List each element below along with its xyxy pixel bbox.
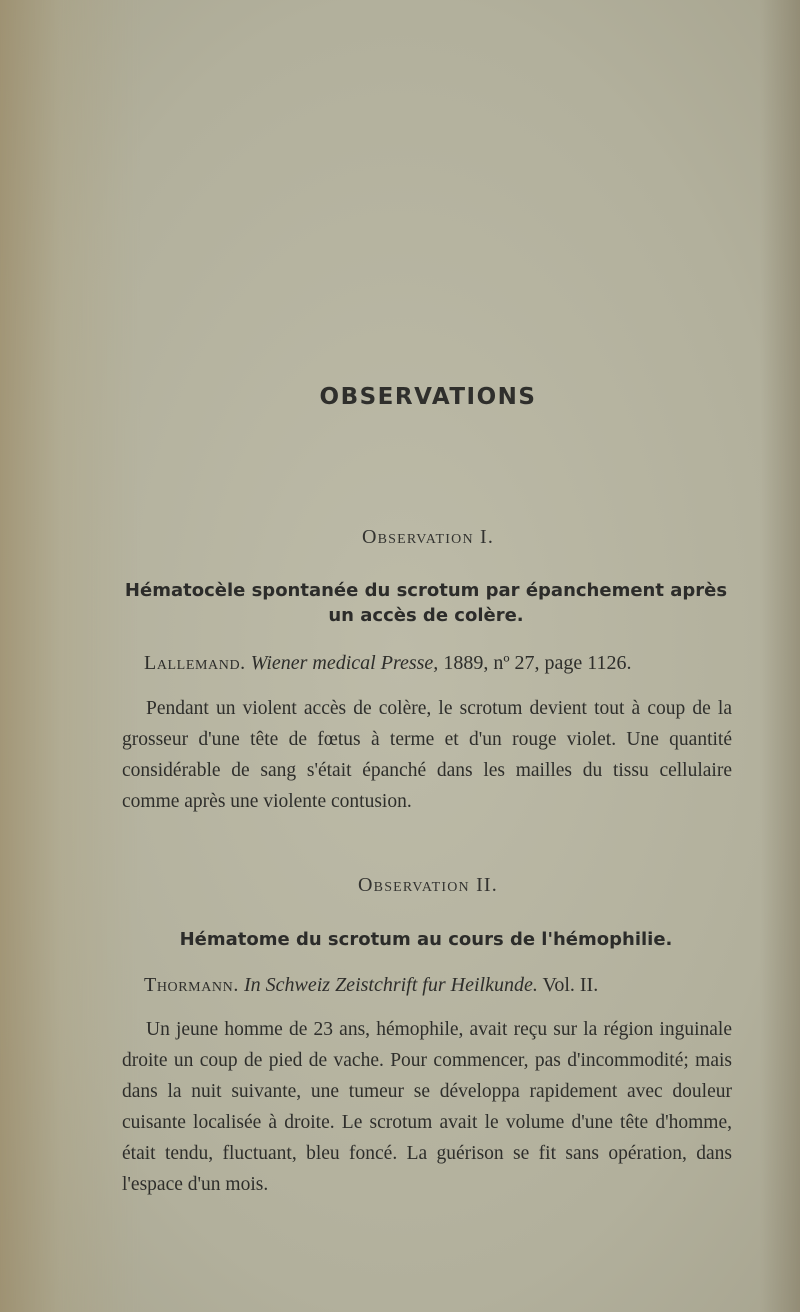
observation-2-reference [144, 974, 734, 997]
observation-2-heading [0, 874, 800, 897]
observation-2-author: Thormann. [144, 974, 239, 996]
observation-2-case-title-line-1: Hématome du scrotum au cours de l'hémophilie. [179, 929, 673, 950]
observation-2-case-title [120, 927, 732, 952]
observation-2-text: Un jeune homme de 23 ans, hémophile, avait reçu sur la région inguinale droite un coup de pied de vache. Pour commencer, pas d'incommodité; mais dans la nuit suivante, une tumeur se développa rapidement avec douleur cuisante localisée à droite. Le scrotum avait le volume d'une tête d'homme, était tendu, fluctuant, bleu foncé. La guérison se fit sans opération, dans l'espace d'un mois. [122, 1019, 732, 1195]
observation-1-reference [144, 652, 734, 675]
observation-2-label: Observation [358, 874, 470, 896]
observation-2-number: II. [476, 874, 498, 896]
observation-1-author: Lallemand. [144, 652, 246, 674]
observation-1-case-title-line-2: un accès de colère. [328, 605, 524, 626]
observation-1-journal: Wiener medical Presse, [250, 652, 439, 674]
observation-1-heading [0, 526, 800, 549]
observation-1-number: I. [479, 526, 495, 548]
observation-2-journal: In Schweiz Zeistchrift fur Heilkunde. [243, 974, 538, 996]
observation-1-text: Pendant un violent accès de colère, le scrotum devient tout à coup de la grosseur d'une tête de fœtus à terme et d'un rouge violet. Une quantité considérable de sang s'était épanché dans les mailles du tissu cellulaire comme après une violente contusion. [122, 698, 732, 812]
observation-1-case-title-line-1: Hématocèle spontanée du scrotum par épanchement après [124, 580, 728, 601]
page-title: OBSERVATIONS [319, 384, 537, 410]
observation-1-case-title [120, 578, 732, 628]
observation-1-details: 1889, nº 27, page 1126. [443, 652, 632, 674]
observation-2-details: Vol. II. [542, 974, 599, 996]
observation-1-label: Observation [361, 526, 474, 548]
